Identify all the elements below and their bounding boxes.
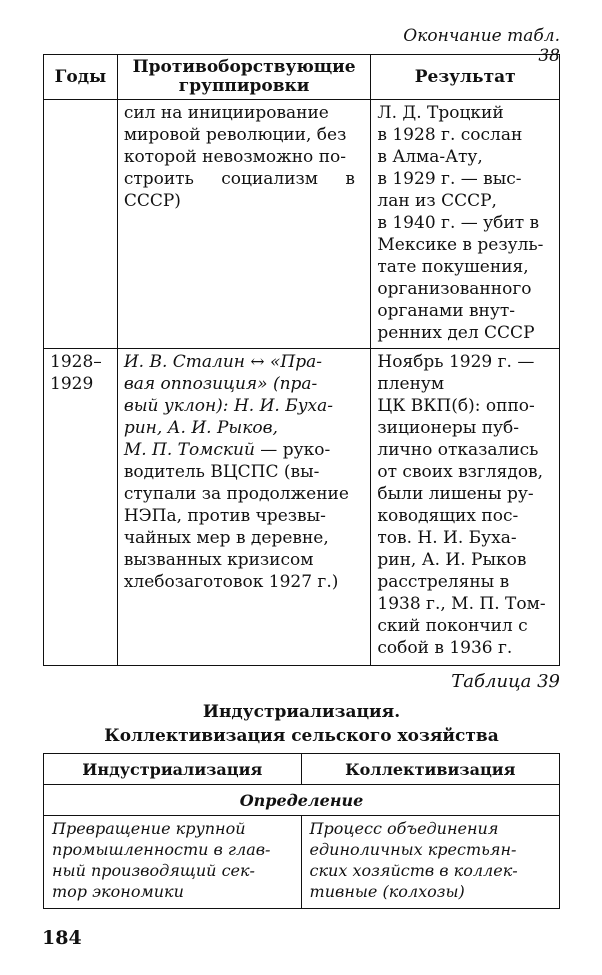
row1-result-line: Л. Д. Троцкий [377,103,504,123]
collectivization-definition [301,816,559,909]
row2-result-line: от своих взглядов, [377,462,544,482]
row2-result-line: ководящих пос- [377,506,519,526]
collectivization-line: единоличных крестьян- [309,840,517,859]
row1-groups [117,100,371,349]
row2-groups-line: водитель ВЦСПС (вы- [123,462,320,482]
continuation-label: Окончание табл. 38 [403,26,560,66]
header-industrialization: Индустриализация [44,754,302,785]
row2-result-line: собой в 1936 г. [377,638,513,658]
row2-groups [117,349,371,666]
industrialization-line: Превращение крупной [52,819,246,838]
row2-result-line: лично отказались [377,440,539,460]
header-groups-line2: группировки [178,76,310,96]
header-groups-line1: Противоборствующие [132,57,356,77]
row2-result-line: 1938 г., М. П. Том- [377,594,546,614]
table-39-header-row [44,754,560,785]
row2-groups-rest: — руко- [254,440,331,460]
industrialization-definition [44,816,302,909]
row1-groups-line: сил на инициирование [123,103,329,123]
row2-result-line: тов. Н. И. Буха- [377,528,517,548]
table-39-label: Таблица 39 [451,671,560,692]
industrialization-line: тор экономики [52,882,184,901]
row2-groups-line: чайных мер в деревне, [123,528,329,548]
table-row [44,816,560,909]
row2-result-line: расстреляны в [377,572,510,592]
header-result: Результат [371,55,560,100]
collectivization-line: ских хозяйств в коллек- [309,861,518,880]
row2-years [44,349,118,666]
row1-result-line: тате покушения, [377,257,529,277]
table-38 [43,54,560,666]
row1-result-line: ренних дел СССР [377,323,535,343]
row2-groups-line: И. В. Сталин ↔ «Пра- [123,352,323,372]
row2-result-line: ский покончил с [377,616,528,636]
row1-result-line: Мексике в резуль- [377,235,544,255]
row2-years-line2: 1929 [50,374,94,394]
row2-groups-name: М. П. Томский [123,440,255,460]
row2-groups-line [124,439,365,461]
row2-groups-line: ступали за продолжение [123,484,349,504]
row2-result-line: рин, А. И. Рыков [377,550,527,570]
row1-result-line: органами внут- [377,301,516,321]
row2-groups-line: хлебозаготовок 1927 г.) [123,572,339,592]
industrialization-line: ный производящий сек- [52,861,255,880]
row2-result-line: пленум [377,374,445,394]
table-row [44,349,560,666]
row2-groups-line: вый уклон): Н. И. Буха- [123,396,334,416]
header-years: Годы [44,55,118,100]
row1-result-line: в 1929 г. — выс- [377,169,522,189]
row2-years-line1: 1928– [50,352,102,372]
table-39 [43,753,560,909]
header-groups [117,55,371,100]
collectivization-line: Процесс объединения [309,819,499,838]
industrialization-line: промышленности в глав- [52,840,271,859]
row1-groups-line: строить социализм в [123,169,356,189]
row1-groups-line: которой невозможно по- [123,147,347,167]
row1-result-line: лан из СССР, [377,191,497,211]
row2-groups-line: рин, А. И. Рыков, [123,418,278,438]
row2-result [371,349,560,666]
row1-result-line: организованного [377,279,532,299]
row1-years [44,100,118,349]
row2-groups-line: НЭПа, против чрезвы- [123,506,326,526]
row2-groups-line: вызванных кризисом [123,550,314,570]
collectivization-line: тивные (колхозы) [309,882,465,901]
table-39-definition-row [44,785,560,816]
table-39-title-line1: Индустриализация. [202,702,401,722]
row1-groups-line: СССР) [123,191,181,211]
row2-result-line: зиционеры пуб- [377,418,520,438]
definition-label: Определение [44,785,560,816]
page-number: 184 [42,927,82,949]
row1-result [371,100,560,349]
table-39-title-line2: Коллективизация сельского хозяйства [104,726,499,746]
row2-result-line: Ноябрь 1929 г. — [377,352,535,372]
row1-result-line: в 1928 г. сослан [377,125,523,145]
header-collectivization: Коллективизация [301,754,559,785]
row2-result-line: ЦК ВКП(б): оппо- [377,396,535,416]
row1-result-line: в Алма-Ату, [377,147,483,167]
table-row [44,100,560,349]
table-39-title [43,700,560,748]
row1-groups-line: мировой революции, без [123,125,347,145]
row1-result-line: в 1940 г. — убит в [377,213,540,233]
row2-result-line: были лишены ру- [377,484,534,504]
table-38-header-row [44,55,560,100]
row2-groups-line: вая оппозиция» (пра- [123,374,318,394]
